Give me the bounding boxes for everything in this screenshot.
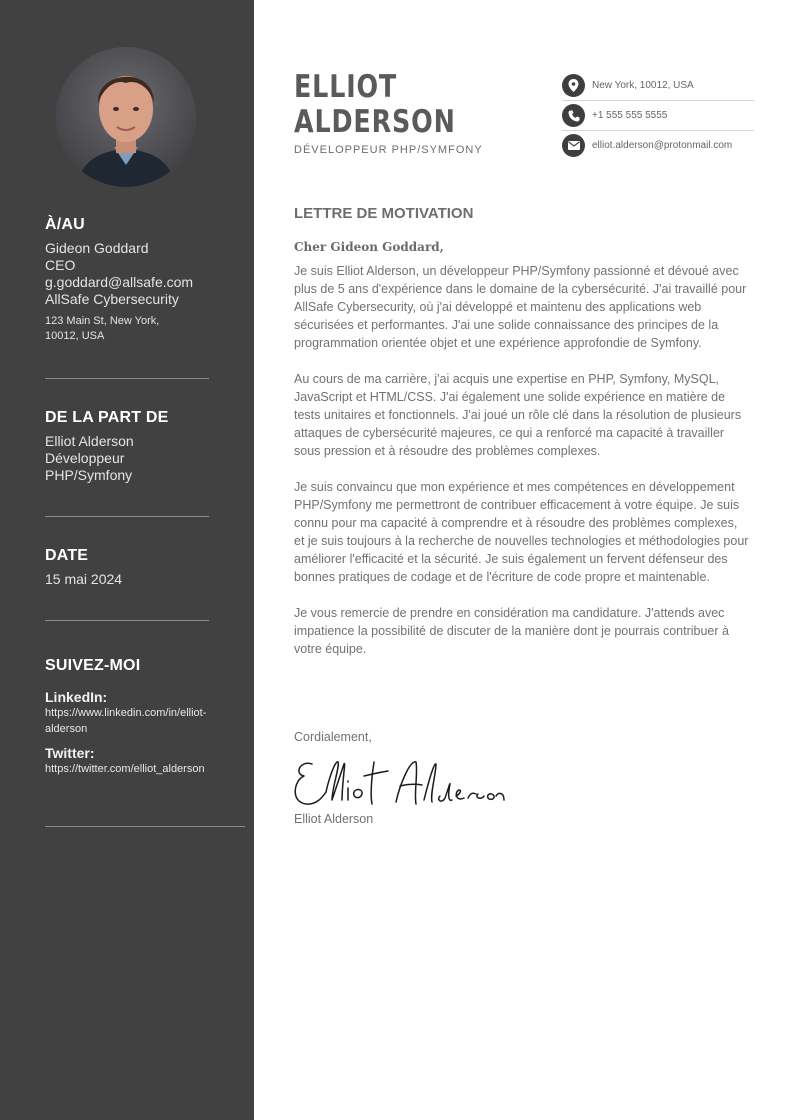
contact-address-row — [562, 71, 754, 101]
letter-paragraph: Je vous remercie de prendre en considération ma candidature. J'attends avec impatience la possibilité de discuter de la manière dont je pourrais contribuer à votre équipe. — [294, 606, 729, 656]
contact-phone-row — [562, 101, 754, 131]
recipient-name: Gideon Goddard — [45, 240, 149, 256]
letter-title: LETTRE DE MOTIVATION — [294, 205, 474, 222]
sidebar — [0, 0, 254, 1120]
letter-greeting: Cher Gideon Goddard, — [294, 240, 444, 254]
sender-heading: DE LA PART DE — [45, 409, 169, 426]
recipient-address-line1: 123 Main St, New York, — [45, 315, 160, 327]
location-pin-icon — [562, 74, 585, 97]
contact-email[interactable]: elliot.alderson@protonmail.com — [592, 140, 733, 151]
recipient-role: CEO — [45, 257, 76, 273]
letter-paragraph: Je suis Elliot Alderson, un développeur PHP/Symfony passionné et dévoué avec plus de 5 ans d'expérience dans le domaine de la cybersécurité. J'ai travaillé pour AllSafe Cybersecurity, où j'ai développé et maintenu des applications web sécurisées et performantes. J'ai une solide connaissance des principes de la programmation orientée objet et une expérience approfondie de Symfony. — [294, 264, 747, 350]
sender-name: Elliot Alderson — [45, 433, 134, 449]
social-heading: SUIVEZ-MOI — [45, 657, 141, 674]
divider — [45, 378, 209, 379]
recipient-section — [45, 216, 215, 344]
recipient-company: AllSafe Cybersecurity — [45, 291, 179, 307]
recipient-email[interactable]: g.goddard@allsafe.com — [45, 274, 194, 290]
profile-photo — [56, 47, 196, 187]
date-heading: DATE — [45, 547, 89, 564]
recipient-heading: À/AU — [45, 216, 85, 233]
letter-paragraph: Je suis convaincu que mon expérience et mes compétences en développement PHP/Symfony me permettront de contribuer efficacement à votre équipe. Je suis connu pour ma capacité à comprendre et à résoudre des problèmes complexes, et je suis toujours à la recherche de nouvelles technologies et méthodologies pour améliorer l'efficacité et la sécurité. Je suis également un fervent défenseur des bonnes pratiques de codage et de l'écriture de code propre et maintenable. — [294, 480, 749, 584]
contact-email-row — [562, 131, 754, 160]
envelope-icon — [562, 134, 585, 157]
letter-closing: Cordialement, — [294, 730, 372, 744]
date-value: 15 mai 2024 — [45, 571, 123, 587]
contact-block — [562, 71, 754, 160]
phone-icon — [562, 104, 585, 127]
linkedin-label: LinkedIn: — [45, 689, 108, 705]
twitter-link[interactable]: https://twitter.com/elliot_alderson — [45, 763, 205, 775]
letter-body — [294, 240, 750, 676]
twitter-label: Twitter: — [45, 745, 95, 761]
name-line1: ELLIOT — [294, 69, 398, 105]
date-section — [45, 547, 215, 588]
sender-role-line2: PHP/Symfony — [45, 467, 133, 483]
handwritten-signature — [292, 754, 507, 817]
linkedin-link[interactable]: https://www.linkedin.com/in/elliot-alderson — [45, 707, 207, 735]
recipient-address — [45, 314, 215, 344]
signed-name: Elliot Alderson — [294, 812, 374, 826]
divider — [45, 516, 209, 517]
name-line2: ALDERSON — [294, 104, 456, 140]
divider — [45, 620, 209, 621]
applicant-name — [294, 70, 456, 140]
letter-paragraph: Au cours de ma carrière, j'ai acquis une expertise en PHP, Symfony, MySQL, JavaScript et HTML/CSS. J'ai également une solide expérience en matière de tests unitaires et fonctionnels. J'ai joué un rôle clé dans la résolution de plusieurs attaques de cybersécurité majeures, ce qui a renforcé ma capacité à travailler sous pression et à résoudre des problèmes complexes. — [294, 372, 742, 458]
recipient-address-line2: 10012, USA — [45, 330, 105, 342]
social-section — [45, 657, 215, 785]
contact-phone[interactable]: +1 555 555 5555 — [592, 110, 668, 121]
contact-address: New York, 10012, USA — [592, 80, 694, 91]
job-title: DÉVELOPPEUR PHP/SYMFONY — [294, 144, 483, 156]
signature-image — [292, 754, 507, 812]
sender-section — [45, 409, 215, 484]
sender-role-line1: Développeur — [45, 450, 125, 466]
divider — [45, 826, 245, 827]
